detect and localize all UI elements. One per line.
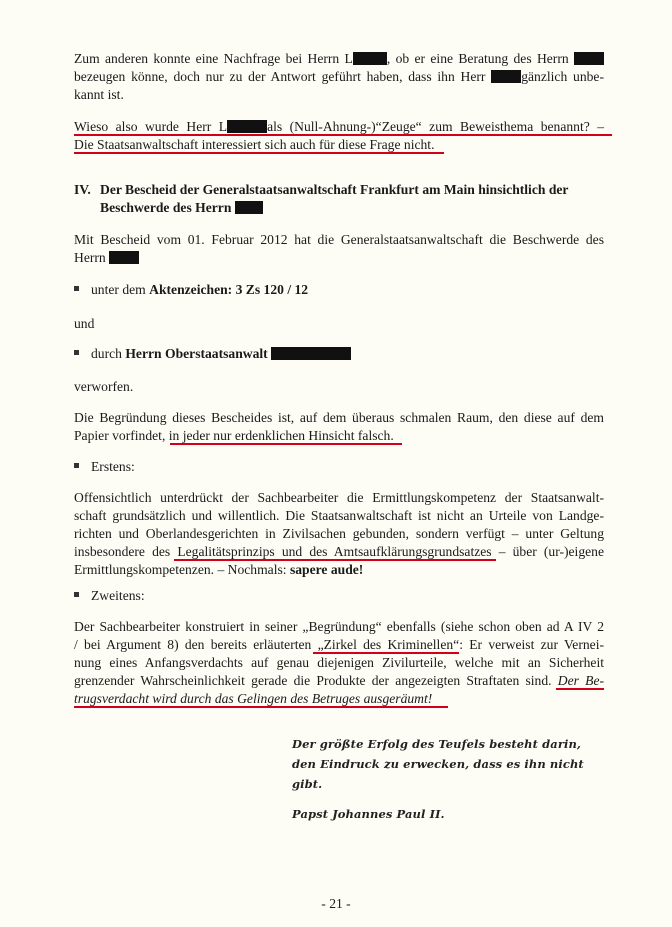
redaction — [574, 52, 604, 65]
text: trugsverdacht wird durch das Gelingen des Betruges ausgeräumt! — [74, 691, 433, 706]
text: , ob er eine Beratung des Herrn — [386, 51, 569, 66]
text-und — [74, 315, 94, 333]
text: kannt ist. — [74, 87, 124, 102]
text: gänzlich unbe- — [521, 69, 604, 84]
red-underline — [170, 443, 402, 445]
paragraph-begruendung — [74, 409, 604, 445]
red-underline — [74, 152, 444, 154]
paragraph-bescheid — [74, 231, 604, 267]
paragraph-wieso — [74, 118, 604, 154]
redaction — [491, 70, 521, 83]
text: bezeugen könne, doch nur zu der Antwort geführt haben, dass ihn Herr — [74, 69, 486, 84]
heading-text: Der Bescheid der Generalstaatsanwaltschaft Frankfurt am Main hinsichtlich der — [100, 182, 569, 197]
quote-block — [292, 734, 612, 824]
quote-author: Papst Johannes Paul II. — [292, 807, 445, 821]
text: Offensichtlich unterdrückt der Sachbearbeiter die Ermittlungskompetenz der Staatsanwalt- — [74, 490, 604, 505]
redaction — [235, 201, 263, 214]
text: Die Begründung dieses Bescheides ist, auf dem überaus schmalen Raum, den diese auf dem — [74, 410, 604, 425]
text-verworfen — [74, 378, 133, 396]
text: / bei Argument 8) den bereits erläuterten — [74, 637, 318, 652]
text: : Er verweist zur Vernei- — [459, 637, 604, 652]
text: schaft grundsätzlich und willentlich. Die Staatsanwaltschaft ist nicht an Urteile von Landge- — [74, 508, 604, 523]
red-underline — [74, 134, 612, 136]
heading-number: IV. — [74, 182, 91, 197]
text: – über (ur-)eigene — [491, 544, 604, 559]
bullet-aktenzeichen — [74, 281, 308, 299]
redaction — [353, 52, 387, 65]
text: grenzender Wahrscheinlichkeit gerade die Produkte der angezeigten Straftaten sind. — [74, 673, 558, 688]
text: Mit Bescheid vom 01. Februar 2012 hat die Generalstaatsanwaltschaft die Beschwerde des — [74, 232, 604, 247]
text: „Zirkel des Kriminellen“ — [317, 637, 460, 652]
text: Zweitens: — [91, 588, 145, 603]
text: Aktenzeichen: 3 Zs 120 / 12 — [149, 282, 309, 297]
redaction — [271, 347, 351, 360]
section-heading — [74, 181, 614, 217]
bullet-marker — [74, 286, 79, 291]
text: Ermittlungskompetenzen. – Nochmals: — [74, 562, 290, 577]
text: Der Sachbearbeiter konstruiert in seiner „Begründung“ ebenfalls (siehe schon oben ad A IV 2 — [74, 619, 604, 634]
red-underline — [556, 688, 604, 690]
text: unter dem — [91, 282, 150, 297]
redaction — [227, 120, 267, 133]
red-underline — [74, 706, 448, 708]
paragraph-offensichtlich — [74, 489, 604, 579]
text: Legalitätsprinzips und des Amtsaufklärungsgrundsatzes — [177, 544, 492, 559]
text: Papier vorfindet, — [74, 428, 169, 443]
bullet-oberstaatsanwalt — [74, 345, 351, 363]
text: in jeder nur erdenklichen Hinsicht falsch. — [168, 428, 394, 443]
bullet-zweitens — [74, 587, 145, 605]
text: insbesondere des — [74, 544, 178, 559]
quote-line: Der größte Erfolg des Teufels besteht darin, — [292, 737, 582, 751]
quote-line: den Eindruck zu erwecken, dass es ihn nicht gibt. — [292, 757, 584, 791]
bullet-marker — [74, 592, 79, 597]
paragraph-nachfrage — [74, 50, 604, 104]
red-underline — [174, 559, 496, 561]
text: durch — [91, 346, 126, 361]
text: Die Staatsanwaltschaft interessiert sich auch für diese Frage nicht. — [74, 137, 435, 152]
bullet-erstens — [74, 458, 135, 476]
text: Herrn Oberstaatsanwalt — [125, 346, 268, 361]
text: Herrn — [74, 250, 106, 265]
bullet-marker — [74, 350, 79, 355]
text: nung eines Anfangsverdachts auf genau diejenigen Zivilurteile, welche mit an Sicherheit — [74, 655, 604, 670]
red-underline — [313, 652, 459, 654]
page-number: - 21 - — [321, 896, 351, 911]
text: sapere aude! — [289, 562, 364, 577]
text: als (Null-Ahnung-)“Zeuge“ zum Beweisthema benannt? – — [267, 119, 605, 134]
text: verworfen. — [74, 379, 134, 394]
text: richten und Oberlandesgerichten in Zivilsachen gebunden, sondern verfügt – unter Geltung — [74, 526, 604, 541]
text: und — [74, 316, 95, 331]
text: Der Be- — [557, 673, 605, 688]
text: Erstens: — [91, 459, 135, 474]
bullet-marker — [74, 463, 79, 468]
heading-text: Beschwerde des Herrn — [100, 200, 232, 215]
text: Wieso also wurde Herr L — [74, 119, 228, 134]
text: Zum anderen konnte eine Nachfrage bei Herrn L — [74, 51, 353, 66]
paragraph-zweitens — [74, 618, 604, 708]
redaction — [109, 251, 139, 264]
